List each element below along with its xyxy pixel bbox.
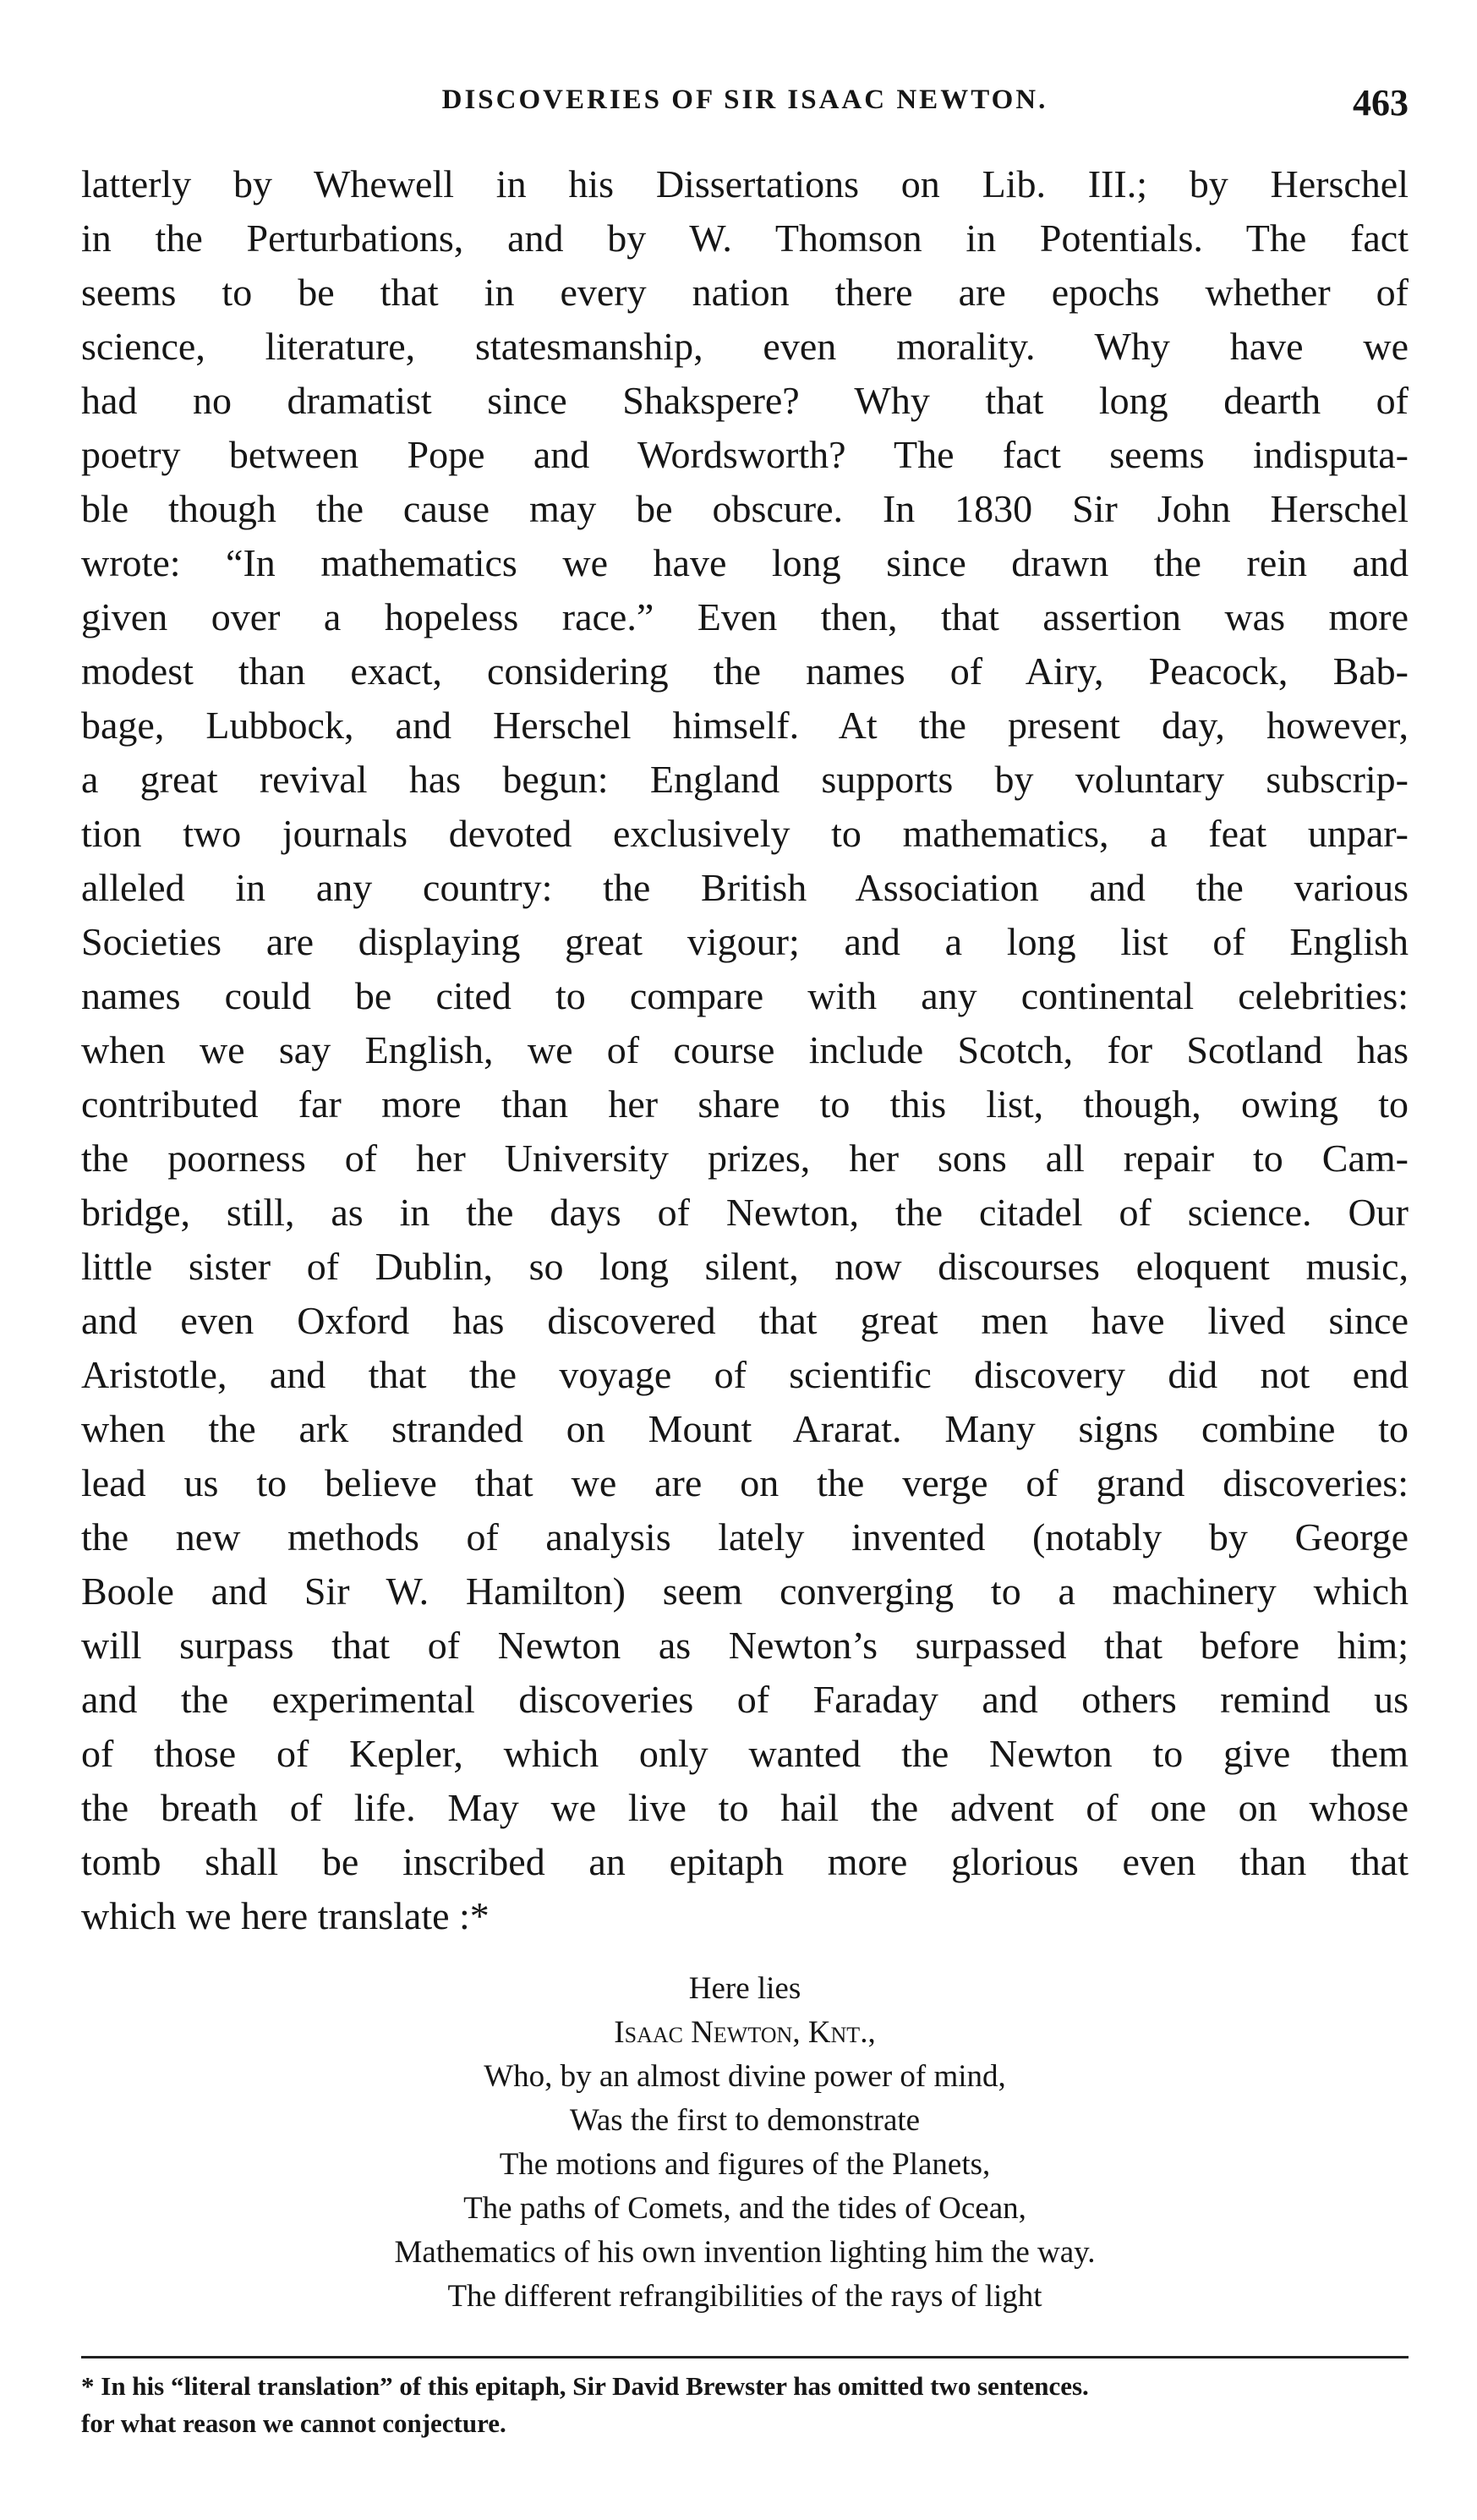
text-line: the poorness of her University prizes, her sons all repair to Cam- [81, 1137, 1409, 1180]
text-line: and even Oxford has discovered that great men have lived since [81, 1299, 1409, 1342]
text-line: of those of Kepler, which only wanted the Newton to give them [81, 1732, 1409, 1775]
epitaph [81, 1967, 1409, 2319]
footnote-line: * In his “literal translation” of this epitaph, Sir David Brewster has omitted two sentences. [81, 2371, 1089, 2401]
text-line: when we say English, we of course include Scotch, for Scotland has [81, 1028, 1409, 1071]
text-line: names could be cited to compare with any continental celebrities: [81, 974, 1409, 1017]
text-line: which we here translate :* [81, 1894, 490, 1937]
text-line: in the Perturbations, and by W. Thomson in Potentials. The fact [81, 216, 1409, 260]
text-line: Aristotle, and that the voyage of scientific discovery did not end [81, 1353, 1409, 1396]
running-head [81, 81, 1409, 132]
text-line: Boole and Sir W. Hamilton) seem converging to a machinery which [81, 1570, 1409, 1613]
epitaph-line: Mathematics of his own invention lighting him the way. [394, 2235, 1096, 2270]
text-line: the new methods of analysis lately invented (notably by George [81, 1515, 1409, 1559]
running-title: DISCOVERIES OF SIR ISAAC NEWTON. [441, 85, 1048, 115]
text-line: had no dramatist since Shakspere? Why that long dearth of [81, 379, 1409, 422]
text-line: modest than exact, considering the names of Airy, Peacock, Bab- [81, 649, 1409, 693]
footnote-divider [81, 2356, 1409, 2358]
text-line: tomb shall be inscribed an epitaph more glorious even than that [81, 1840, 1409, 1883]
epitaph-line: Was the first to demonstrate [569, 2103, 921, 2138]
text-line: will surpass that of Newton as Newton’s surpassed that before him; [81, 1624, 1409, 1667]
text-line: wrote: “In mathematics we have long since drawn the rein and [81, 541, 1409, 584]
epitaph-line: The paths of Comets, and the tides of Ocean, [463, 2191, 1026, 2226]
epitaph-line: The different refrangibilities of the rays of light [447, 2279, 1042, 2314]
text-line: seems to be that in every nation there are epochs whether of [81, 271, 1409, 314]
text-line: contributed far more than her share to this list, though, owing to [81, 1082, 1409, 1126]
body-paragraph [81, 157, 1409, 1943]
text-line: when the ark stranded on Mount Ararat. Many signs combine to [81, 1407, 1409, 1450]
text-line: Societies are displaying great vigour; and a long list of English [81, 920, 1409, 963]
text-line: ble though the cause may be obscure. In 1830 Sir John Herschel [81, 487, 1409, 530]
text-line: tion two journals devoted exclusively to mathematics, a feat unpar- [81, 812, 1409, 855]
text-line: latterly by Whewell in his Dissertations on Lib. III.; by Herschel [81, 162, 1409, 205]
epitaph-name-line: Isaac Newton, Knt., [614, 2015, 876, 2050]
text-line: lead us to believe that we are on the verge of grand discoveries: [81, 1461, 1409, 1504]
text-line: bage, Lubbock, and Herschel himself. At the present day, however, [81, 704, 1409, 747]
footnote-line: for what reason we cannot conjecture. [81, 2408, 506, 2438]
epitaph-line: Who, by an almost divine power of mind, [484, 2059, 1006, 2094]
text-line: a great revival has begun: England supports by voluntary subscrip- [81, 758, 1409, 801]
text-line: bridge, still, as in the days of Newton, the citadel of science. Our [81, 1191, 1409, 1234]
text-line: poetry between Pope and Wordsworth? The fact seems indisputa- [81, 433, 1409, 476]
text-line: given over a hopeless race.” Even then, that assertion was more [81, 595, 1409, 638]
text-line: alleled in any country: the British Association and the various [81, 866, 1409, 909]
text-line: the breath of life. May we live to hail the advent of one on whose [81, 1786, 1409, 1829]
page-number: 463 [1353, 82, 1409, 123]
text-line: and the experimental discoveries of Faraday and others remind us [81, 1678, 1409, 1721]
epitaph-line: The motions and figures of the Planets, [499, 2147, 991, 2182]
text-line: little sister of Dublin, so long silent, now discourses eloquent music, [81, 1245, 1409, 1288]
text-line: science, literature, statesmanship, even morality. Why have we [81, 325, 1409, 368]
epitaph-line: Here lies [688, 1971, 801, 2006]
footnote [81, 2368, 1409, 2442]
